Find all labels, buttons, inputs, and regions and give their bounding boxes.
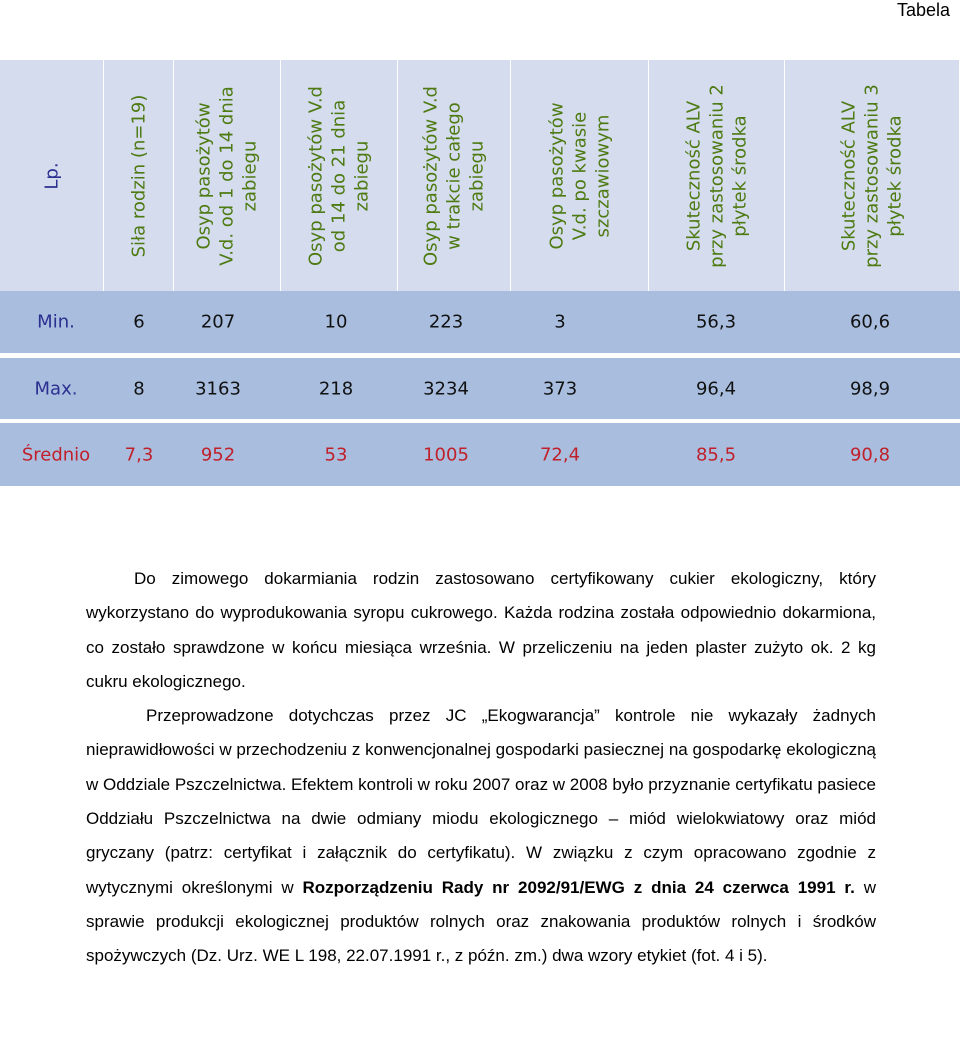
header-cell (104, 60, 174, 291)
table-cell: 90,8 (849, 444, 891, 465)
header-line: przy zastosowaniu 2 (706, 83, 727, 268)
table-caption: Tabela (896, 0, 950, 20)
paragraph-2-text: Przeprowadzone dotychczas przez JC „Ekogwarancja” kontrole nie wykazały żadnych nieprawidłowości w przechodzeniu z konwencjonalnej gospodarki pasiecznej na gospodarkę ekologiczną w Oddziale Pszczelnictwa. Efektem kontroli w roku 2007 oraz w 2008 było przyznanie certyfikatu pasiece Oddziału Pszczelnictwa na dwie odmiany miodu ekologicznego – miód wielokwiatowy oraz miód gryczany (patrz: certyfikat i załącznik do certyfikatu). W związku z czym opracowano zgodnie z wytycznymi określonymi w (86, 706, 876, 897)
header-line: zabiegu (351, 140, 373, 211)
header-cell (0, 60, 104, 291)
header-label (682, 66, 751, 286)
row-label: Max. (34, 378, 78, 399)
table-cell: 207 (200, 311, 236, 333)
header-label (193, 66, 262, 286)
header-line: Lp. (41, 161, 62, 190)
row-label: Średnio (21, 444, 91, 465)
table-cell: 96,4 (695, 378, 737, 399)
header-cell (649, 60, 785, 291)
table-cell: 85,5 (695, 444, 737, 465)
header-line: zabiegu (239, 140, 261, 211)
paragraph-2 (86, 699, 876, 973)
paragraph-2-text-end: w sprawie produkcji ekologicznej produktów rolnych oraz znakowania produktów rolnych i środków spożywczych (Dz. Urz. WE L 198, 22.07.1991 r., z późn. zm.) dwa wzory etykiet (fot. 4 i 5). (86, 877, 876, 966)
table-cell: 218 (318, 378, 354, 399)
header-line: szczawiowym (592, 114, 613, 237)
table-row (0, 423, 960, 486)
table-cell: 6 (133, 311, 145, 333)
header-line: zabiegu (466, 140, 488, 211)
regulation-reference: Rozporządzeniu Rady nr 2092/91/EWG z dnia 24 czerwca 1991 r. (302, 877, 855, 897)
header-line: Osyp pasożytów (193, 101, 215, 250)
header-label (127, 66, 150, 286)
table-cell: 8 (133, 378, 145, 399)
header-line: Osyp pasożytów (546, 101, 567, 250)
header-line: Osyp pasożytów V.d (305, 85, 327, 266)
table-cell: 7,3 (124, 444, 154, 465)
row-label: Min. (37, 311, 75, 333)
table-cell: 1005 (423, 444, 469, 465)
header-line: Skuteczność ALV (838, 100, 860, 251)
header-line: Skuteczność ALV (683, 100, 704, 251)
table-cell: 223 (428, 311, 464, 333)
table-row (0, 291, 960, 353)
header-line: Osyp pasożytów V.d (420, 85, 442, 266)
table-cell: 3234 (423, 378, 469, 399)
table-cell: 53 (324, 444, 348, 465)
header-line: od 14 do 21 dnia (328, 99, 350, 252)
header-cell (398, 60, 511, 291)
header-cell (174, 60, 281, 291)
paragraph-1: Do zimowego dokarmiania rodzin zastosowano certyfikowany cukier ekologiczny, który wykorzystano do wyprodukowania syropu cukrowego. Każda rodzina została odpowiednio dokarmiona, co zostało sprawdzone w końcu miesiąca września. W przeliczeniu na jeden plaster zużyto ok. 2 kg cukru ekologicznego. (86, 569, 876, 691)
table-cell: 72,4 (539, 444, 581, 465)
table-cell: 98,9 (849, 378, 891, 399)
header-label (305, 66, 374, 286)
data-table (0, 60, 960, 465)
header-line: płytek środka (729, 114, 750, 237)
table-cell: 373 (542, 378, 578, 399)
table-cell: 60,6 (849, 311, 891, 333)
header-label (838, 66, 907, 286)
header-line: przy zastosowaniu 3 (861, 83, 883, 268)
table-cell: 56,3 (695, 311, 737, 333)
table-cell: 3 (554, 311, 566, 333)
table-cell: 10 (324, 311, 348, 333)
table-header (0, 60, 960, 291)
header-label (40, 66, 63, 286)
header-line: V.d. po kwasie (569, 111, 590, 240)
table-cell: 3163 (195, 378, 241, 399)
table-cell: 952 (200, 444, 236, 465)
header-line: płytek środka (884, 114, 906, 237)
header-line: Siła rodzin (n=19) (128, 94, 149, 257)
header-cell (511, 60, 649, 291)
header-cell (785, 60, 960, 291)
header-label (420, 66, 489, 286)
header-line: w trakcie całego (443, 101, 465, 250)
table-row (0, 358, 960, 419)
header-line: V.d. od 1 do 14 dnia (216, 85, 238, 266)
header-cell (281, 60, 398, 291)
header-label (545, 66, 614, 286)
body-text (86, 562, 876, 974)
